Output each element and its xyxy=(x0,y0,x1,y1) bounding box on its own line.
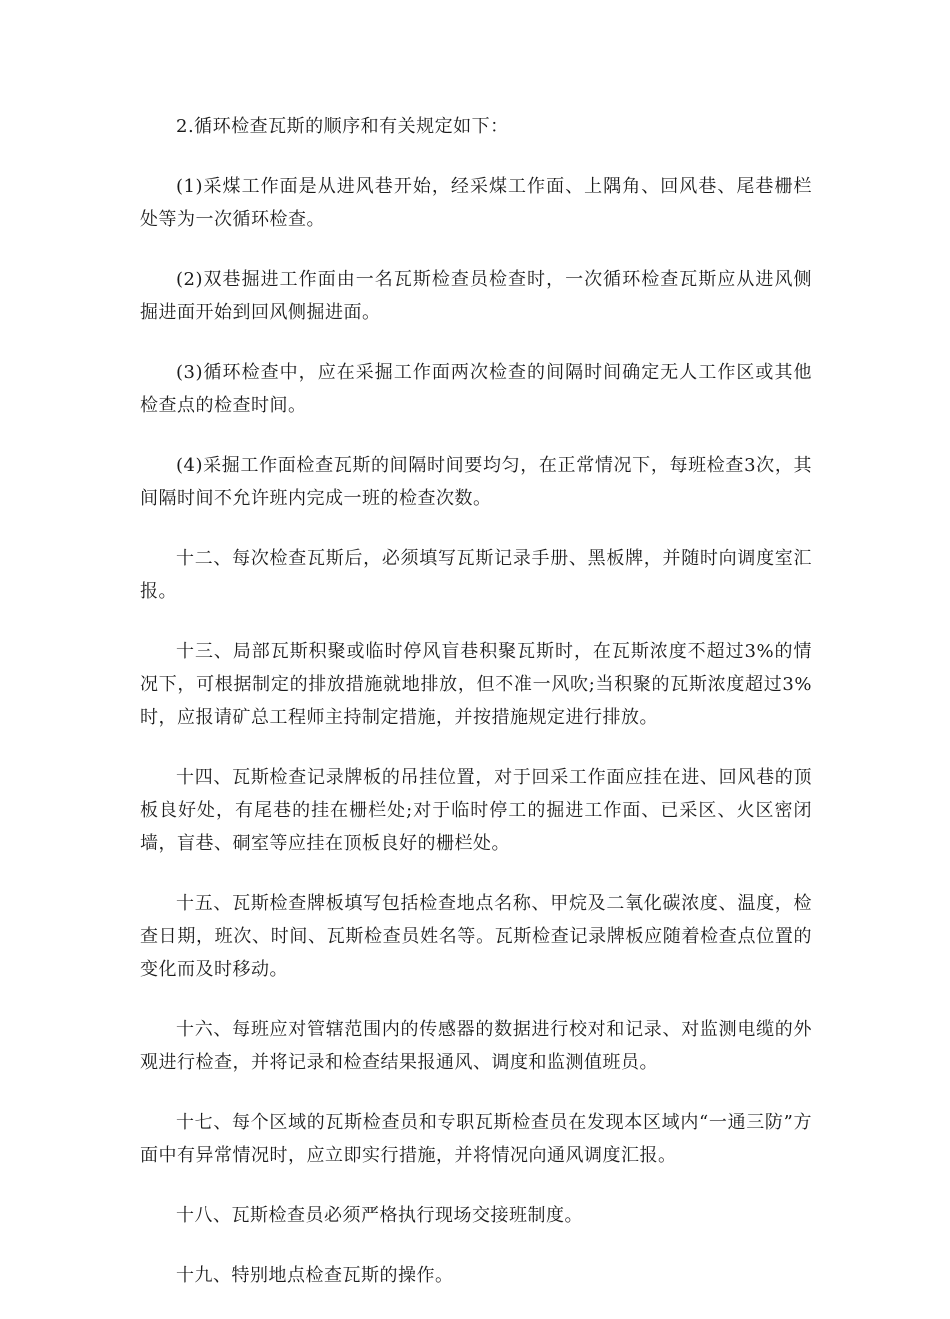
paragraph-item-2: (2)双巷掘进工作面由一名瓦斯检查员检查时，一次循环检查瓦斯应从进风侧掘进面开始到回风侧掘进面。 xyxy=(140,269,812,323)
paragraph-article-14: 十四、瓦斯检查记录牌板的吊挂位置，对于回采工作面应挂在进、回风巷的顶板良好处，有尾巷的挂在栅栏处;对于临时停工的掘进工作面、已采区、火区密闭墙，盲巷、硐室等应挂在顶板良好的栅栏处。 xyxy=(140,767,812,854)
document-body xyxy=(140,110,812,1319)
paragraph-item-4: (4)采掘工作面检查瓦斯的间隔时间要均匀，在正常情况下，每班检查3次，其间隔时间不允许班内完成一班的检查次数。 xyxy=(140,455,812,509)
paragraph-article-17: 十七、每个区域的瓦斯检查员和专职瓦斯检查员在发现本区域内“一通三防”方面中有异常情况时，应立即实行措施，并将情况向通风调度汇报。 xyxy=(140,1112,812,1166)
paragraph-article-16: 十六、每班应对管辖范围内的传感器的数据进行校对和记录、对监测电缆的外观进行检查，并将记录和检查结果报通风、调度和监测值班员。 xyxy=(140,1019,812,1073)
paragraph-article-15: 十五、瓦斯检查牌板填写包括检查地点名称、甲烷及二氧化碳浓度、温度，检查日期，班次、时间、瓦斯检查员姓名等。瓦斯检查记录牌板应随着检查点位置的变化而及时移动。 xyxy=(140,893,812,980)
paragraph-article-18: 十八、瓦斯检查员必须严格执行现场交接班制度。 xyxy=(176,1205,583,1226)
paragraph-article-12: 十二、每次检查瓦斯后，必须填写瓦斯记录手册、黑板牌，并随时向调度室汇报。 xyxy=(140,548,812,602)
paragraph-item-1: (1)采煤工作面是从进风巷开始，经采煤工作面、上隅角、回风巷、尾巷栅栏处等为一次循环检查。 xyxy=(140,176,812,230)
paragraph-cycle-inspection-heading: 2.循环检查瓦斯的顺序和有关规定如下： xyxy=(176,116,509,137)
paragraph-item-3: (3)循环检查中，应在采掘工作面两次检查的间隔时间确定无人工作区或其他检查点的检查时间。 xyxy=(140,362,812,416)
paragraph-article-19: 十九、特别地点检查瓦斯的操作。 xyxy=(176,1265,454,1286)
paragraph-article-13: 十三、局部瓦斯积聚或临时停风盲巷积聚瓦斯时，在瓦斯浓度不超过3%的情况下，可根据制定的排放措施就地排放，但不准一风吹;当积聚的瓦斯浓度超过3%时，应报请矿总工程师主持制定措施，并按措施规定进行排放。 xyxy=(140,641,812,728)
